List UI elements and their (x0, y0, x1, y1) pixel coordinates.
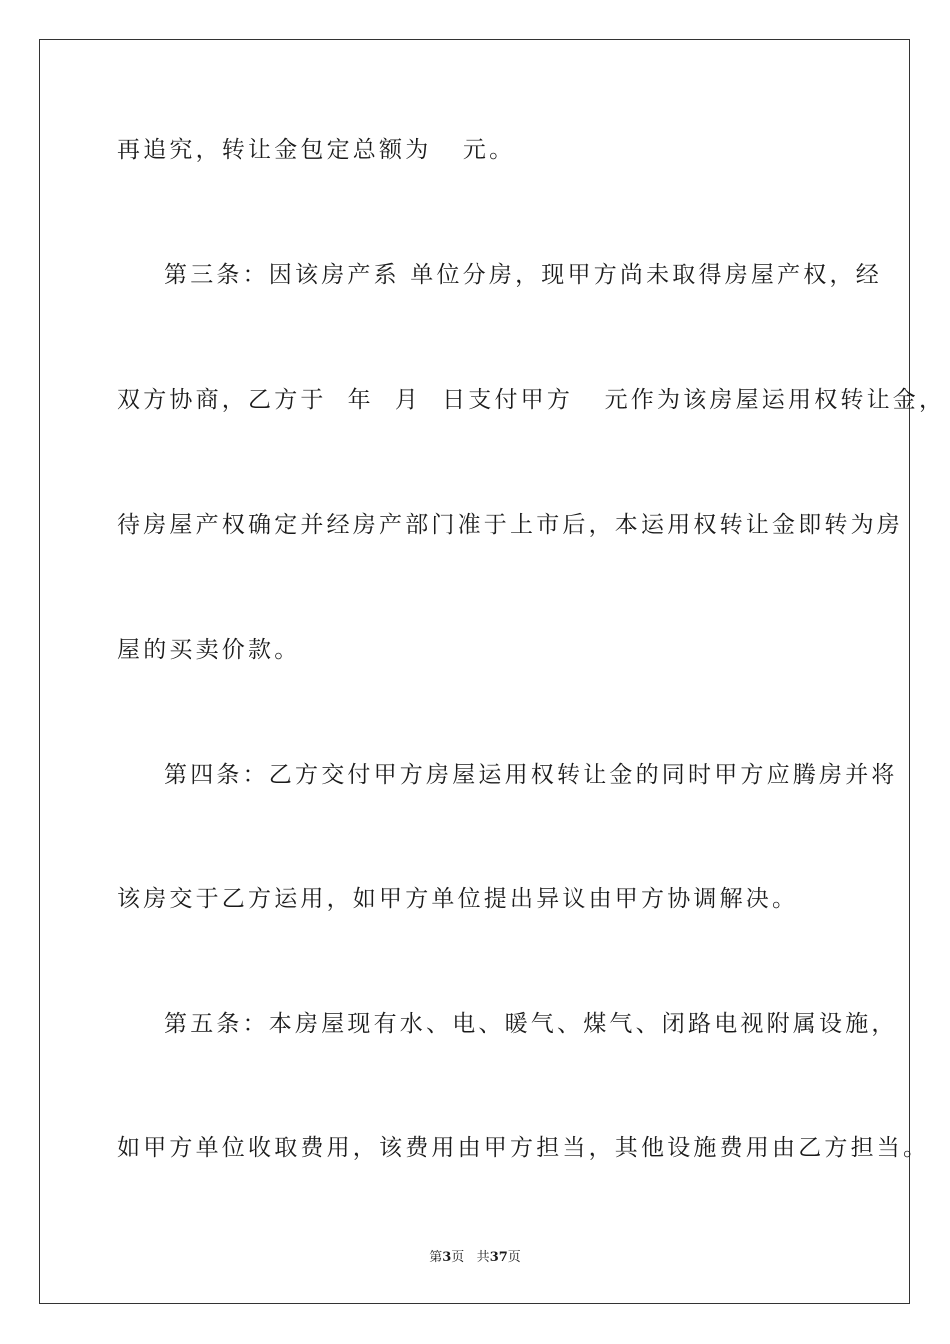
text-line-8: 第五条：本房屋现有水、电、暖气、煤气、闭路电视附属设施， (164, 1011, 898, 1037)
page-footer (0, 1246, 950, 1265)
page-border (39, 39, 910, 1304)
footer-page-number: 3 (442, 1250, 452, 1265)
text-line-2: 第三条：因该房产系 单位分房，现甲方尚未取得房屋产权，经 (164, 262, 882, 288)
text-line-1: 再追究，转让金包定总额为 元。 (117, 137, 516, 163)
text-line-9: 如甲方单位收取费用，该费用由甲方担当，其他设施费用由乙方担当。 (117, 1135, 930, 1161)
footer-total-pages: 37 (489, 1250, 508, 1265)
footer-total-suffix: 页 (507, 1250, 521, 1265)
text-line-7: 该房交于乙方运用，如甲方单位提出异议由甲方协调解决。 (117, 886, 799, 912)
footer-page-suffix: 页 (451, 1250, 465, 1265)
footer-page-prefix: 第 (429, 1250, 443, 1265)
text-line-5: 屋的买卖价款。 (117, 637, 301, 663)
text-line-6: 第四条：乙方交付甲方房屋运用权转让金的同时甲方应腾房并将 (164, 762, 898, 788)
text-line-3: 双方协商，乙方于 年 月 日支付甲方 元作为该房屋运用权转让金， (117, 387, 946, 413)
footer-total-prefix: 共 (476, 1250, 490, 1265)
text-line-4: 待房屋产权确定并经房产部门准于上市后，本运用权转让金即转为房 (117, 512, 903, 538)
